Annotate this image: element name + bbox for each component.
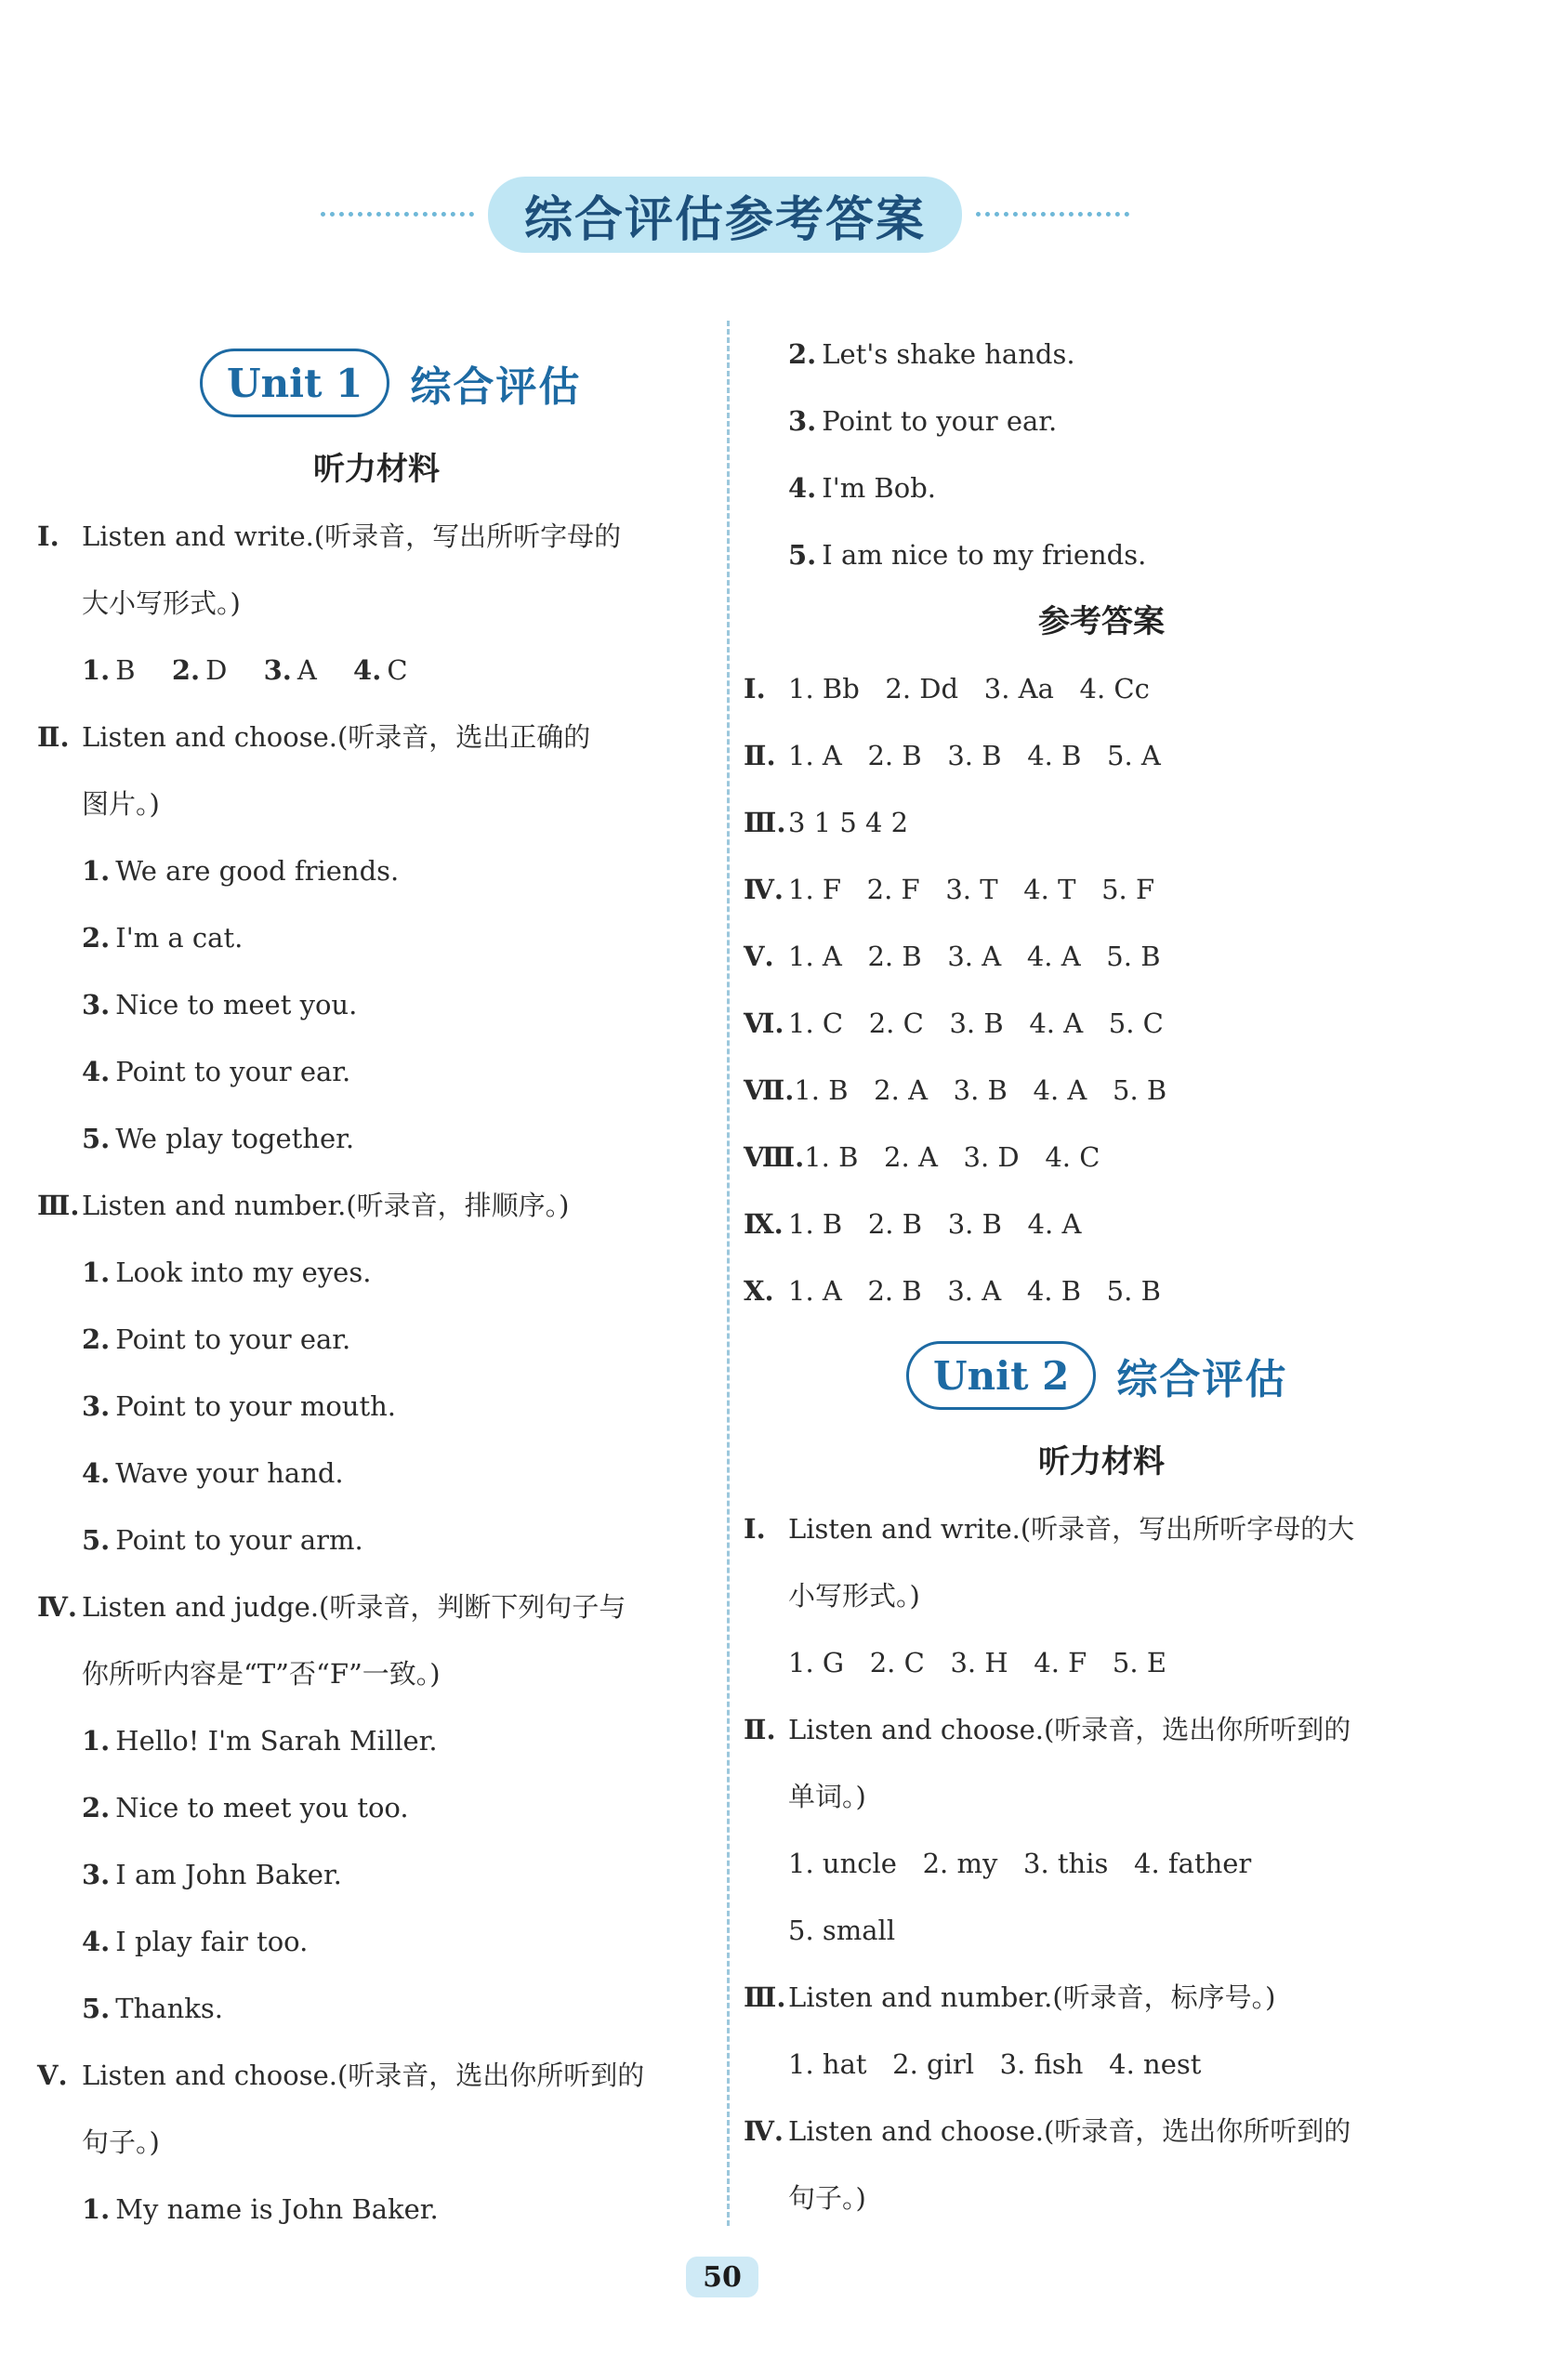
list-item: 4. I play fair too. [82,1926,309,1957]
right-column [744,321,1459,2231]
answer-row: Ⅵ. 1. C 2. C 3. B 4. A 5. C [744,1007,1164,1039]
section-heading: Ⅰ. Listen and write.(听录音，写出所听字母的 [37,520,622,552]
answer-line: 1. uncle 2. my 3. this 4. father [788,1848,1252,1879]
list-item: 5. Thanks. [82,1993,223,2024]
list-item: 1. Hello! I'm Sarah Miller. [82,1725,438,1757]
section-heading: Ⅲ.Listen and number.(听录音，标序号。) [744,1981,1276,2013]
left-column [37,349,716,2243]
section-heading-cont: 图片。) [82,788,160,820]
answer-row: Ⅰ. 1. Bb 2. Dd 3. Aa 4. Cc [744,673,1150,704]
list-item: 5. We play together. [82,1123,355,1154]
section-heading: Ⅰ. Listen and write.(听录音，写出所听字母的大 [744,1513,1355,1545]
unit1-heading [200,349,716,417]
answer-row: Ⅷ.1. B 2. A 3. D 4. C [744,1141,1100,1173]
list-item: 5. Point to your arm. [82,1524,363,1556]
dotted-decoration-left [321,212,474,217]
dotted-decoration-right [976,212,1129,217]
list-item: 2. Point to your ear. [82,1323,351,1355]
list-item: 3. Nice to meet you. [82,989,358,1020]
section-heading-cont: 句子。) [788,2182,866,2214]
answer-row: Ⅸ. 1. B 2. B 3. B 4. A [744,1208,1082,1240]
answer-line: 1. G 2. C 3. H 4. F 5. E [788,1647,1166,1678]
section-heading-cont: 小写形式。) [788,1580,920,1612]
unit2-badge: Unit 2 [906,1341,1096,1410]
listening-title: 听力材料 [1038,1443,1165,1481]
section-heading: Ⅲ.Listen and number.(听录音，排顺序。) [37,1190,570,1221]
list-item: 3. Point to your ear. [788,405,1058,437]
page-number: 50 [686,2257,758,2297]
list-item: 2. Let's shake hands. [788,338,1075,370]
section-heading-cont: 单词。) [788,1781,866,1812]
section-heading-cont: 大小写形式。) [82,587,241,619]
answer-line: 5. small [788,1915,896,1946]
unit1-label: 综合评估 [410,363,582,411]
page-title: 综合评估参考答案 [488,177,962,253]
section-heading: Ⅳ. Listen and choose.(听录音，选出你所听到的 [744,2115,1351,2147]
section-heading-cont: 句子。) [82,2126,160,2158]
list-item: 4. Point to your ear. [82,1056,351,1087]
list-item: 1. Look into my eyes. [82,1257,372,1288]
list-item: 1. We are good friends. [82,855,400,887]
answer-row: Ⅱ. 1. A 2. B 3. B 4. B 5. A [744,740,1161,771]
column-divider [727,321,730,2226]
section-heading: Ⅳ. Listen and judge.(听录音，判断下列句子与 [37,1591,626,1623]
unit2-heading [906,1341,1459,1410]
section-heading: Ⅱ. Listen and choose.(听录音，选出正确的 [37,721,591,753]
list-item: 3. I am John Baker. [82,1859,342,1890]
section-heading: Ⅴ. Listen and choose.(听录音，选出你所听到的 [37,2060,645,2091]
unit2-label: 综合评估 [1116,1356,1288,1403]
list-item: 4. Wave your hand. [82,1457,344,1489]
listening-title: 听力材料 [313,451,440,488]
answer-line: 1. B 2. D 3. A 4. C [82,654,408,686]
answer-row: Ⅶ.1. B 2. A 3. B 4. A 5. B [744,1074,1167,1106]
list-item: 5. I am nice to my friends. [788,539,1147,571]
answers-title: 参考答案 [1038,603,1165,640]
answer-row: Ⅹ. 1. A 2. B 3. A 4. B 5. B [744,1275,1161,1307]
answer-line: 1. hat 2. girl 3. fish 4. nest [788,2048,1202,2080]
list-item: 3. Point to your mouth. [82,1390,397,1422]
list-item: 2. I'm a cat. [82,922,244,954]
title-banner [0,177,1568,260]
list-item: 2. Nice to meet you too. [82,1792,409,1823]
list-item: 4. I'm Bob. [788,472,936,504]
list-item: 1. My name is John Baker. [82,2193,439,2225]
unit1-badge: Unit 1 [200,349,389,417]
section-heading-cont: 你所听内容是“T”否“F”一致。) [82,1658,441,1690]
answer-row: Ⅴ. 1. A 2. B 3. A 4. A 5. B [744,941,1161,972]
answer-row: Ⅳ. 1. F 2. F 3. T 4. T 5. F [744,874,1155,905]
answer-row: Ⅲ.3 1 5 4 2 [744,807,909,838]
section-heading: Ⅱ. Listen and choose.(听录音，选出你所听到的 [744,1714,1351,1745]
